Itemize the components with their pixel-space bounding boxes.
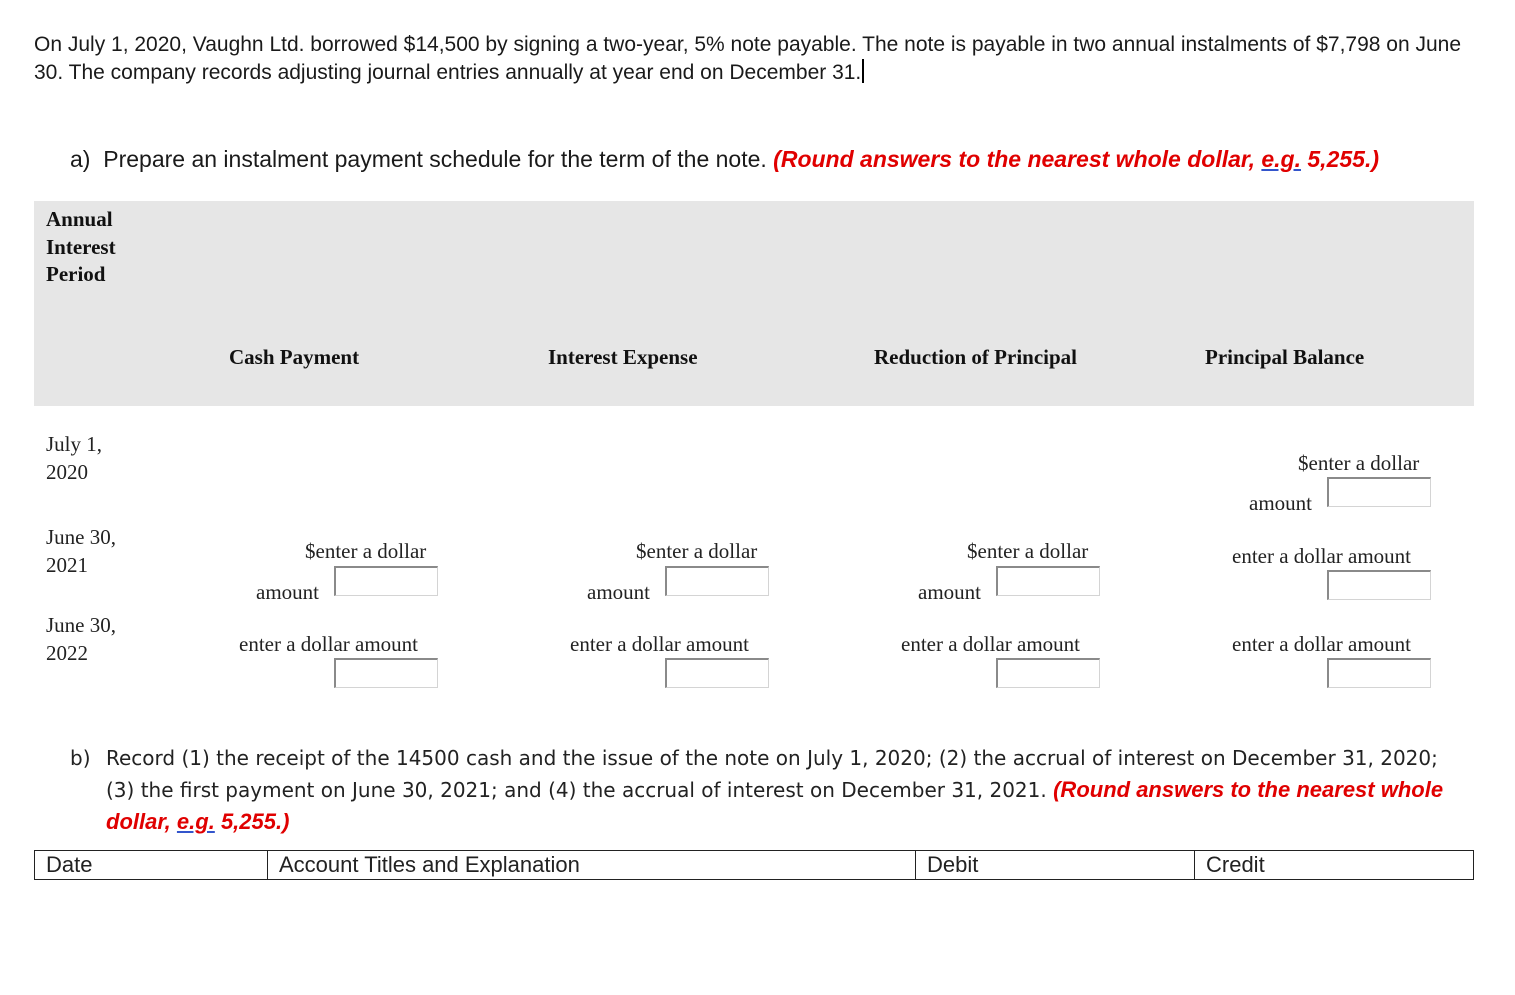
row-2-reduction-label-1: $enter a dollar [967,539,1089,563]
row-2-reduction-input[interactable] [996,566,1100,596]
header-cash-payment: Cash Payment [229,345,360,369]
row-2-balance-input[interactable] [1327,570,1431,600]
header-period: Annual Interest Period [46,207,116,286]
part-b-rounding-note: (Round answers to the nearest whole dollar, e.g. 5,255.) [106,777,1444,834]
part-b-label: b) [70,746,91,770]
part-b-text: Record (1) the receipt of the 14500 cash and the issue of the note on July 1, 2020; (2) the accrual of interest on December 31, 2020; (3) the first payment on June 30, 2021; and (4) the accrual of interest on December 31, 2021. [106,746,1438,802]
text-cursor [862,59,864,83]
row-1-balance-label-1: $enter a dollar [1298,451,1420,475]
part-a-text: Prepare an instalment payment schedule for the term of the note. [103,146,767,172]
row-1-balance-input[interactable] [1327,477,1431,507]
part-a-rounding-note: (Round answers to the nearest whole dollar, e.g. 5,255.) [773,146,1379,172]
problem-statement [34,31,1474,87]
header-principal-balance: Principal Balance [1205,345,1365,369]
journal-header-credit: Credit [1206,852,1265,877]
row-2-interest-input[interactable] [665,566,769,596]
part-a-instructions [70,146,1379,173]
row-1-period: July 1, 2020 [46,432,103,484]
row-3-cash-input[interactable] [334,658,438,688]
row-2-cash-input[interactable] [334,566,438,596]
journal-header-debit: Debit [916,851,1195,879]
row-2-cash-label-2: amount [256,580,319,604]
part-a-label: a) [70,146,91,172]
row-3-reduction-input[interactable] [996,658,1100,688]
row-3-interest-label: enter a dollar amount [570,632,750,656]
row-3-balance-input[interactable] [1327,658,1431,688]
row-3-interest-input[interactable] [665,658,769,688]
row-3-period: June 30, 2022 [46,613,116,665]
row-2-period: June 30, 2021 [46,525,116,577]
journal-header-account-titles: Account Titles and Explanation [268,851,916,879]
row-2-balance-label: enter a dollar amount [1232,544,1412,568]
journal-header-row [34,850,1474,880]
header-reduction-principal: Reduction of Principal [874,345,1077,369]
row-3-cash-label: enter a dollar amount [239,632,419,656]
row-2-interest-label-2: amount [587,580,650,604]
row-2-reduction-label-2: amount [918,580,981,604]
row-2-interest-label-1: $enter a dollar [636,539,758,563]
row-2-cash-label-1: $enter a dollar [305,539,427,563]
journal-header-date: Date [35,851,268,879]
row-1-balance-label-2: amount [1249,491,1312,515]
row-3-balance-label: enter a dollar amount [1232,632,1412,656]
part-b-body [106,743,1466,838]
schedule-header-row [34,201,1474,406]
problem-text: On July 1, 2020, Vaughn Ltd. borrowed $14,500 by signing a two-year, 5% note payable. The note is payable in two annual instalments of $7,798 on June 30. The company records adjusting journal entries annually at year end on December 31. [34,33,1462,84]
row-3-reduction-label: enter a dollar amount [901,632,1081,656]
header-interest-expense: Interest Expense [548,345,698,369]
